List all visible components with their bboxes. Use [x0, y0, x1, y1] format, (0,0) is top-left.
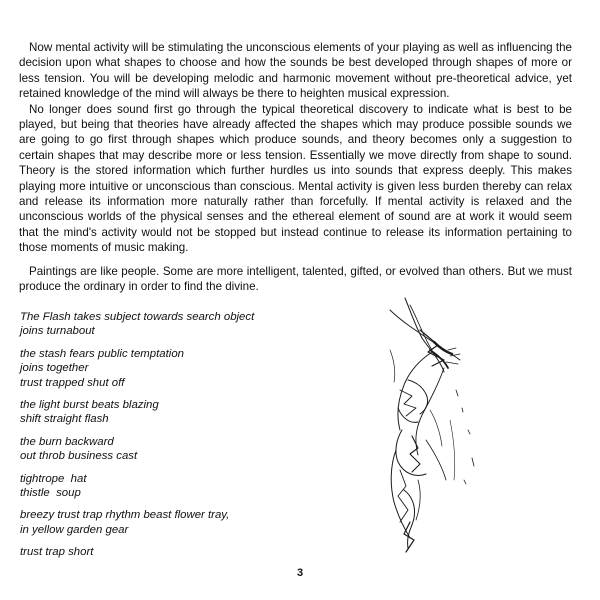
poem-stanza-6	[20, 508, 350, 537]
poem-line: shift straight flash	[20, 413, 109, 426]
poem-stanza-3	[20, 398, 350, 427]
poem-stanza-1	[20, 310, 350, 339]
poem-line: the light burst beats blazing	[20, 399, 159, 412]
poem-line: trust trap short	[20, 546, 94, 559]
poem-line: out throb business cast	[20, 450, 138, 463]
poem-line: thistle soup	[20, 487, 81, 500]
paragraph-3: Paintings are like people. Some are more intelligent, talented, gifted, or evolved than others. But we must produce the ordinary in order to find the divine.	[19, 264, 572, 294]
poem-line: joins turnabout	[20, 325, 95, 338]
page-number: 3	[296, 567, 304, 579]
ink-sketch-drawing	[360, 290, 480, 565]
poem-line: trust trapped shut off	[20, 376, 125, 389]
poem-line: The Flash takes subject towards search object	[20, 311, 255, 323]
poem-stanza-5	[20, 472, 350, 501]
poem-line: tightrope hat	[20, 472, 87, 485]
poem-stanza-4	[20, 435, 350, 464]
paragraph-2: No longer does sound first go through the typical theoretical discovery to indicate what is best to be played, but being that theories have already affected the shapes which may produce possible sounds we are going to go first through shapes which produce sounds, and theory becomes only a suggestion to certain shapes that may describe more or less tension. Essentially we move directly from shape to sound. Theory is the stored information which further hurdles us into sounds that express deeply. This makes playing more intuitive or unconscious than conscious. Mental activity is given less burden thereby can relax and release its information more naturally rather than forcefully. If mental activity is relaxed and the unconscious worlds of the physical senses and the ethereal element of sound are at work it would seem that the mind's activity would not be stopped but instead continue to release its information pertaining to those moments of music making.	[19, 102, 572, 255]
poem-stanza-2	[20, 347, 350, 390]
poem-line: breezy trust trap rhythm beast flower tray,	[20, 509, 230, 522]
poem-stanza-7	[20, 545, 350, 559]
poem-line: joins together	[20, 362, 89, 375]
poem-line: in yellow garden gear	[20, 523, 129, 536]
poem-line: the stash fears public temptation	[20, 347, 184, 360]
poem-line: the burn backward	[20, 435, 114, 448]
prose-section	[19, 40, 572, 295]
paragraph-1: Now mental activity will be stimulating the unconscious elements of your playing as well as influencing the decision upon what shapes to choose and how the sounds be best developed through shapes of more or less tension. You will be developing melodic and harmonic movement without pre-theoretical advice, yet retained knowledge of the mind will always be there to heighten musical expression.	[19, 41, 572, 101]
poem	[20, 310, 350, 568]
